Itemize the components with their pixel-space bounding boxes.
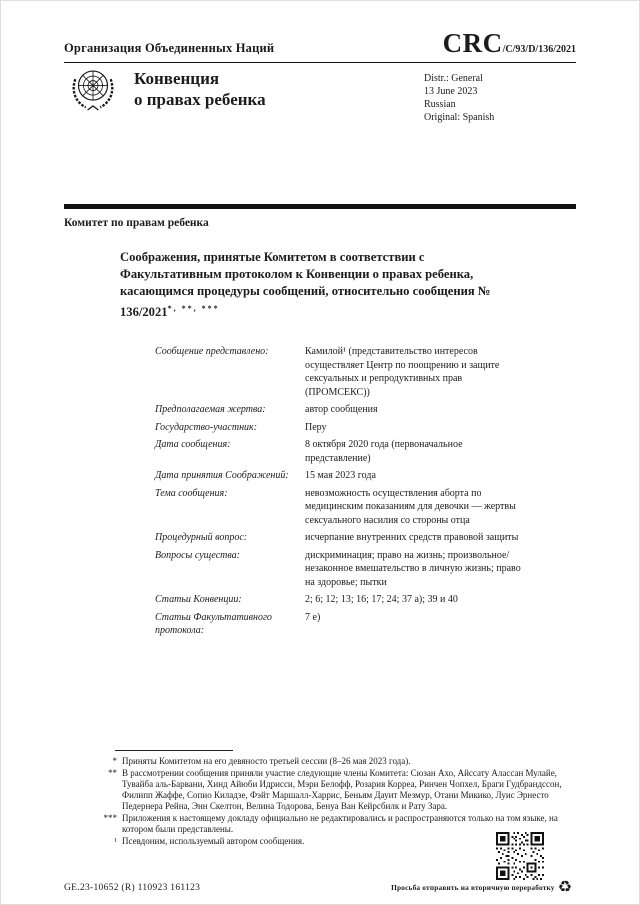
footnote-text: Приняты Комитетом на его девяносто третьей сессии (8–26 мая 2023 года).	[122, 756, 411, 766]
table-row	[155, 421, 535, 435]
row-value: 7 е)	[305, 611, 321, 623]
footnote-marker: ***	[103, 813, 117, 823]
row-label: Вопросы существа:	[155, 549, 240, 561]
row-value: 2; 6; 12; 13; 16; 17; 24; 37 а); 39 и 40	[305, 594, 458, 605]
original-language-line: Original: Spanish	[424, 112, 495, 123]
title-footnote-marks: *, **, ***	[167, 304, 220, 313]
job-number: GE.23-10652 (R) 110923 161123	[64, 883, 201, 893]
footnote-item	[64, 768, 576, 812]
footnote-rule	[115, 750, 233, 751]
distribution-info	[424, 72, 576, 124]
footnote-item	[64, 756, 576, 767]
table-row	[155, 593, 535, 607]
table-row	[155, 531, 535, 545]
table-row	[155, 345, 535, 399]
row-label: Статьи Конвенции:	[155, 594, 242, 605]
publication-title-line1: Конвенция	[134, 69, 220, 88]
footnote-marker: **	[108, 768, 117, 778]
row-value: невозможность осуществления аборта по медицинским показаниям для девочки — жертвы сексуального насилия со стороны отца	[305, 487, 516, 526]
document-title-text: Соображения, принятые Комитетом в соответствии с Факультативным протоколом к Конвенции о правах ребенка, касающимся процедуры сообщений, относительно сообщения № 136/2021	[120, 250, 491, 320]
case-info-table	[155, 345, 535, 642]
table-row	[155, 611, 535, 638]
table-row	[155, 487, 535, 528]
footnote-text: Псевдоним, используемый автором сообщения.	[122, 836, 305, 846]
doc-symbol-prefix: CRC	[442, 28, 503, 58]
table-row	[155, 469, 535, 483]
row-label: Статьи Факультативного протокола:	[155, 611, 272, 636]
row-label: Предполагаемая жертва:	[155, 404, 266, 415]
committee-heading: Комитет по правам ребенка	[64, 217, 209, 229]
masthead	[64, 28, 576, 63]
footnote-marker: *	[112, 756, 117, 766]
row-label: Сообщение представлено:	[155, 346, 269, 357]
distr-line: Distr.: General	[424, 73, 483, 84]
row-label: Дата сообщения:	[155, 439, 231, 450]
row-value: 8 октября 2020 года (первоначальное представление)	[305, 439, 463, 464]
row-value: Камилой¹ (представительство интересов осуществляет Центр по поощрению и защите сексуальных и репродуктивных прав (ПРОМСЕКС))	[305, 346, 500, 398]
recycle-icon: ♻	[557, 877, 572, 896]
footnote-marker: ¹	[114, 836, 117, 846]
recycle-text: Просьба отправить на вторичную переработку	[391, 882, 555, 892]
date-line: 13 June 2023	[424, 86, 478, 97]
org-name: Организация Объединенных Наций	[64, 41, 275, 55]
language-line: Russian	[424, 99, 456, 110]
table-row	[155, 438, 535, 465]
row-value: Перу	[305, 421, 327, 433]
row-value: дискриминация; право на жизнь; произвольное/незаконное вмешательство в личную жизнь; право на здоровье; пытки	[305, 549, 521, 588]
footnote-text: В рассмотрении сообщения приняли участие следующие члены Комитета: Сюзан Ахо, Айссату Алассан Мулайе, Тувайба аль-Барвани, Хинд Айюби Идрисси, Мэри Белофф, Розария Корреа, Ринчен Чопхел, Браги Гудбрандссон, Филипп Жаффе, Сопио Киладзе, Фэйт Маршалл-Харрис, Беньям Дауит Мезмур, Отани Микико, Луис Эрнесто Педернера Рейна, Энн Скелтон, Велина Тодорова, Бенуа Ван Кейрсбилк и Рату Зара.	[122, 768, 562, 811]
row-label: Государство-участник:	[155, 421, 258, 433]
recycle-notice	[391, 879, 572, 895]
doc-symbol-suffix: /C/93/D/136/2021	[502, 44, 576, 55]
table-row	[155, 549, 535, 590]
masthead-row2	[64, 60, 576, 124]
row-value: исчерпание внутренних средств правовой защиты	[305, 532, 519, 543]
publication-title	[134, 68, 266, 124]
row-label: Дата принятия Соображений:	[155, 470, 289, 481]
row-value: 15 мая 2023 года	[305, 470, 376, 481]
publication-title-line2: о правах ребенка	[134, 90, 266, 109]
doc-symbol	[443, 28, 576, 59]
row-label: Процедурный вопрос:	[155, 532, 248, 543]
separator-bar	[64, 204, 576, 209]
un-emblem-icon	[64, 62, 122, 120]
row-value: автор сообщения	[305, 404, 378, 415]
document-title	[120, 249, 502, 321]
table-row	[155, 403, 535, 417]
footnote-text: Приложения к настоящему докладу официально не редактировались и распространяются только на том языке, на котором были представлены.	[122, 813, 558, 834]
row-label: Тема сообщения:	[155, 487, 228, 499]
qr-code	[496, 832, 544, 880]
